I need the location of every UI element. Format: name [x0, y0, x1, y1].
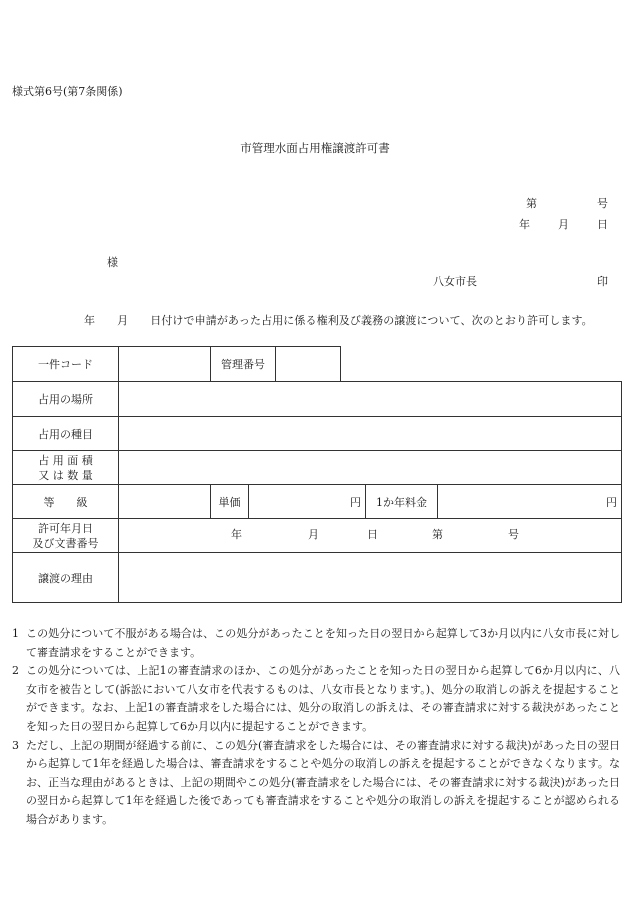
type-label: 占用の種目	[13, 417, 119, 451]
permit-label	[13, 519, 119, 553]
number-suffix: 号	[597, 197, 608, 210]
note-number: 1	[12, 627, 19, 640]
permit-date-value[interactable]	[119, 519, 622, 553]
permit-label-line2: 及び文書番号	[32, 536, 99, 550]
note-number: 2	[12, 664, 19, 678]
row-permit-date	[13, 519, 622, 553]
notes-section	[12, 625, 620, 830]
document-date-row	[519, 218, 608, 231]
location-value[interactable]	[119, 382, 622, 417]
row-reason	[13, 553, 622, 603]
empty-top-right	[341, 347, 622, 382]
area-value[interactable]	[119, 451, 622, 485]
annual-fee-yen: 円	[606, 495, 618, 509]
grade-label: 等 級	[13, 485, 119, 519]
recipient-honorific: 様	[107, 256, 118, 269]
permit-day: 日	[367, 527, 378, 541]
note-number: 3	[12, 738, 19, 752]
area-label	[13, 451, 119, 485]
permit-month: 月	[308, 527, 319, 541]
row-location	[13, 382, 622, 417]
permit-label-line1: 許可年月日	[38, 521, 93, 535]
row-type	[13, 417, 622, 451]
intro-month: 月	[117, 314, 129, 327]
date-month: 月	[558, 218, 569, 231]
permit-number-prefix: 第	[432, 527, 443, 541]
case-code-value[interactable]	[119, 347, 211, 382]
row-area	[13, 451, 622, 485]
number-prefix: 第	[526, 197, 537, 210]
form-number: 様式第6号(第7条関係)	[12, 85, 123, 98]
issuer-line	[433, 275, 608, 288]
document-title: 市管理水面占用権譲渡許可書	[240, 141, 390, 155]
permit-year: 年	[231, 527, 242, 541]
management-number-value[interactable]	[276, 347, 340, 381]
case-code-label: 一件コード	[13, 347, 119, 382]
note-item	[12, 625, 620, 662]
management-number-label: 管理番号	[211, 347, 276, 381]
intro-sentence	[84, 314, 593, 327]
intro-year: 年	[84, 314, 96, 327]
unit-price-yen: 円	[350, 495, 361, 509]
area-label-line2: 又 は 数 量	[38, 468, 93, 482]
note-item	[12, 662, 620, 736]
unit-price-label: 単価	[211, 485, 249, 519]
area-label-line1: 占 用 面 積	[38, 453, 93, 467]
annual-fee-label: 1か年料金	[366, 485, 438, 519]
location-label: 占用の場所	[13, 382, 119, 417]
row-grade	[13, 485, 622, 519]
reason-value[interactable]	[119, 553, 622, 603]
date-year: 年	[519, 218, 530, 231]
issuer-name: 八女市長	[433, 275, 477, 288]
date-day: 日	[597, 218, 608, 231]
note-text: この処分については、上記1の審査請求のほか、この処分があったことを知った日の翌日から起算して6か月以内に、八女市を被告として(訴訟において八女市を代表するものは、八女市長となります。)、処分の取消しの訴えを提起することができます。なお、上記1の審査請求をした場合には、処分の取消しの訴えは、その審査請求に対する裁決があったことを知った日の翌日から起算して6か月以内に提起することができます。	[26, 664, 620, 733]
management-number-cell	[211, 347, 341, 382]
note-item	[12, 737, 620, 830]
permit-details-table	[12, 346, 622, 603]
reason-label: 譲渡の理由	[13, 553, 119, 603]
intro-text: 日付けで申請があった占用に係る権利及び義務の譲渡について、次のとおり許可します。	[150, 314, 593, 327]
note-text: ただし、上記の期間が経過する前に、この処分(審査請求をした場合には、その審査請求に対する裁決)があった日の翌日から起算して1年を経過した場合は、審査請求をすることや処分の取消しの訴えを提起することができなくなります。なお、正当な理由があるときは、上記の期間やこの処分(審査請求をした場合には、その審査請求に対する裁決)があった日の翌日から起算して1年を経過した後であっても審査請求をすることや処分の取消しの訴えを提起することが認められる場合があります。	[26, 738, 620, 826]
type-value[interactable]	[119, 417, 622, 451]
annual-fee-value[interactable]	[438, 485, 622, 519]
unit-price-value[interactable]	[249, 485, 366, 519]
document-number-row	[526, 197, 608, 210]
row-case-code	[13, 347, 622, 382]
grade-value[interactable]	[119, 485, 211, 519]
note-text: この処分について不服がある場合は、この処分があったことを知った日の翌日から起算して3か月以内に八女市長に対して審査請求をすることができます。	[26, 627, 620, 659]
seal-mark: 印	[597, 275, 608, 288]
permit-number-suffix: 号	[508, 527, 519, 541]
